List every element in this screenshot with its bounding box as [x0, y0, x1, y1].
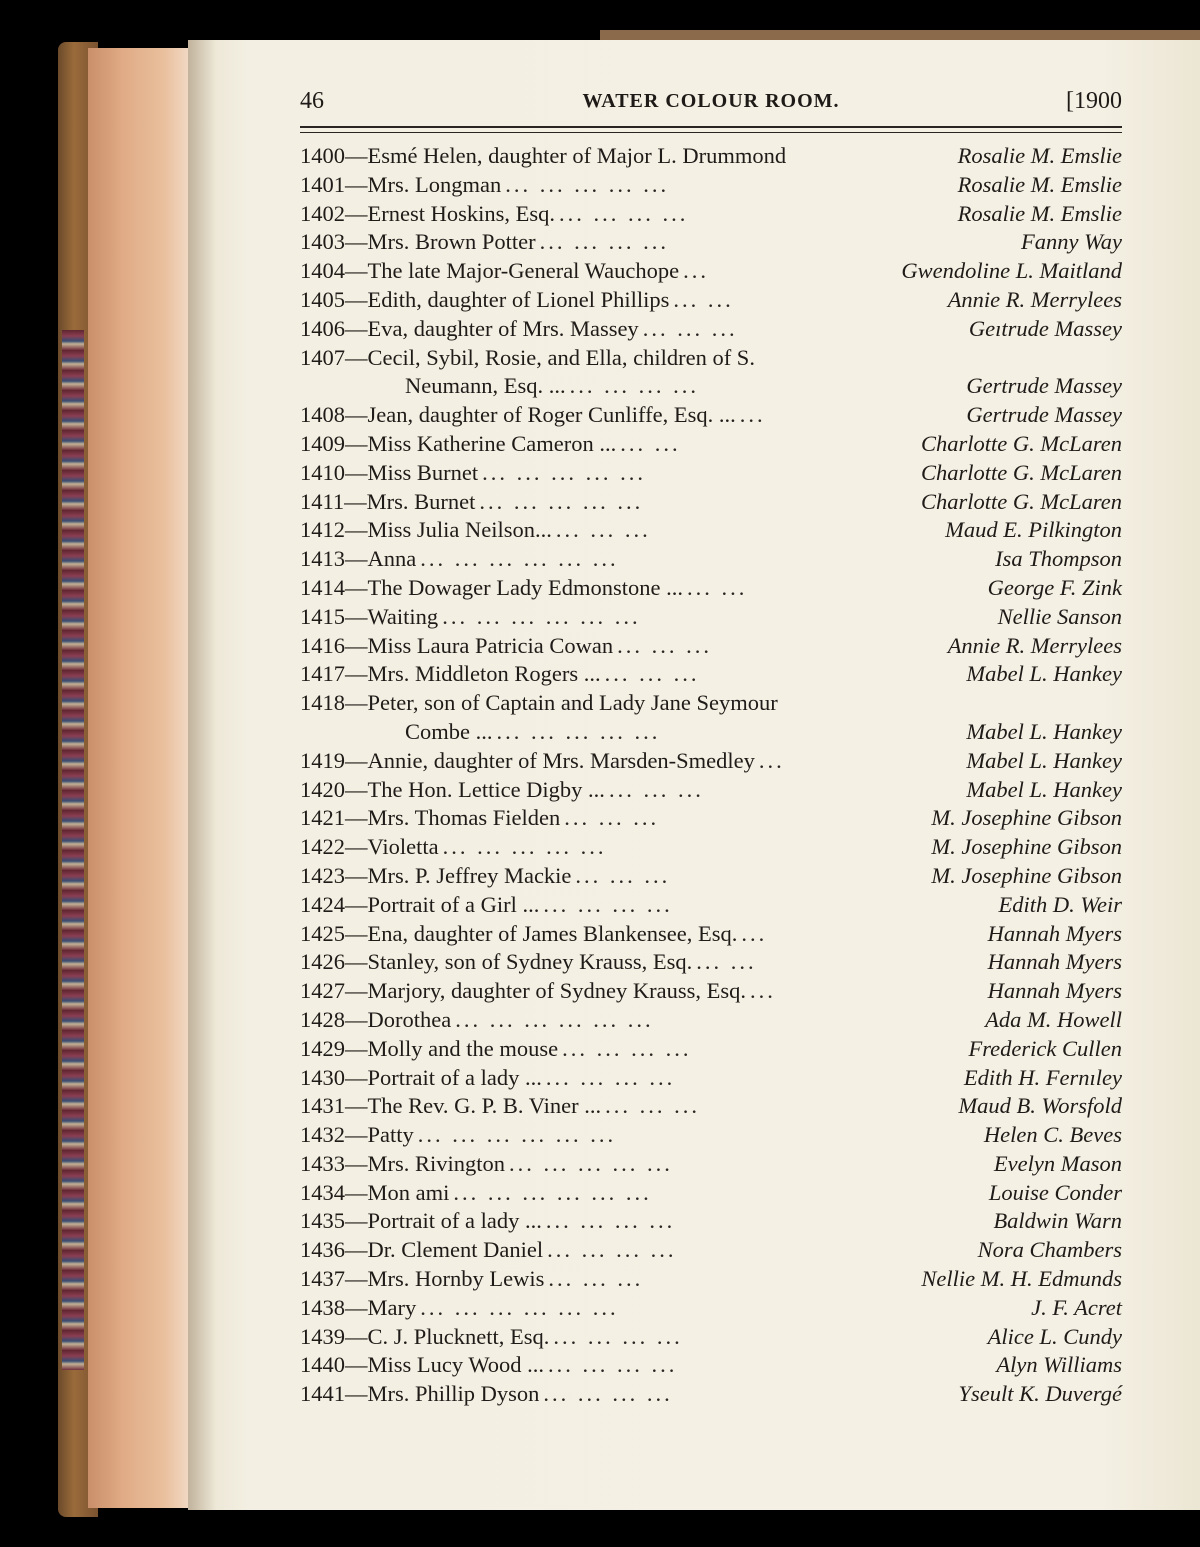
entry-title: 1425—Ena, daughter of James Blankensee, Esq. — [300, 920, 738, 946]
entry-title: 1404—The late Major-General Wauchope — [300, 258, 680, 284]
dot-leader: ... ... — [696, 949, 757, 975]
catalogue-entry — [300, 804, 1122, 833]
entry-artist: M. Josephine Gibson — [931, 834, 1122, 860]
catalogue-entry — [300, 862, 1122, 891]
entry-title: 1428—Dorothea — [300, 1006, 452, 1032]
entry-artist: Alice L. Cundy — [987, 1323, 1122, 1349]
entry-artist: Gwendoline L. Maitland — [901, 258, 1122, 284]
entry-title: 1432—Patty — [300, 1122, 414, 1148]
catalogue-entry — [300, 1150, 1122, 1179]
entry-title: 1418—Peter, son of Captain and Lady Jane Seymour — [300, 690, 778, 716]
entry-title: 1430—Portrait of a lady ... — [300, 1064, 542, 1090]
dot-leader: ... ... ... ... ... — [496, 718, 661, 744]
gutter-shadow — [188, 40, 216, 1510]
entry-artist: Mabel L. Hankey — [966, 776, 1122, 802]
dot-leader: ... — [749, 978, 776, 1004]
entry-artist: Hannah Myers — [987, 978, 1122, 1004]
header-rule-thin — [300, 132, 1122, 133]
entry-artist: Mabel L. Hankey — [966, 747, 1122, 773]
catalogue-entry — [300, 516, 1122, 545]
catalogue-entry — [300, 833, 1122, 862]
header-rule-thick — [300, 126, 1122, 128]
entry-title: 1402—Ernest Hoskins, Esq. — [300, 200, 555, 226]
entry-title: 1422—Violetta — [300, 834, 439, 860]
catalogue-entry — [300, 200, 1122, 229]
dot-leader: ... ... — [687, 574, 748, 600]
catalogue-entry — [300, 603, 1122, 632]
dot-leader: ... — [683, 258, 709, 284]
dot-leader: ... ... ... ... ... ... — [420, 1294, 619, 1320]
catalogue-entry — [300, 1323, 1122, 1352]
entry-artist: Edith D. Weir — [998, 891, 1122, 917]
catalogue-entry — [300, 545, 1122, 574]
entry-artist: Louise Conder — [988, 1179, 1122, 1205]
catalogue-entry — [300, 920, 1122, 949]
entry-title: 1435—Portrait of a lady ... — [300, 1208, 542, 1234]
dot-leader: ... ... ... — [642, 315, 738, 341]
entry-artist: Rosalie M. Emslie — [957, 200, 1122, 226]
page-stack-edge — [88, 48, 188, 1508]
catalogue-entry — [300, 1351, 1122, 1380]
catalogue-entry — [300, 718, 1122, 747]
dot-leader: ... ... ... — [564, 805, 660, 831]
entry-artist: Isa Thompson — [995, 546, 1122, 572]
dot-leader: ... ... ... ... — [548, 1352, 678, 1378]
entry-artist: Rosalie M. Emslie — [957, 171, 1122, 197]
entry-artist: Charlotte G. McLaren — [920, 459, 1122, 485]
dot-leader: ... ... ... ... ... ... — [455, 1006, 654, 1032]
entry-artist: Gertrude Massey — [966, 373, 1122, 399]
entry-artist: Edith H. Fernıley — [963, 1064, 1122, 1090]
entry-title: 1438—Mary — [300, 1294, 417, 1320]
catalogue-entry — [300, 689, 1122, 718]
entry-artist: Geıtrude Massey — [968, 315, 1122, 341]
dot-leader: ... ... ... ... — [553, 1323, 683, 1349]
entry-artist: Yseult K. Duvergé — [958, 1381, 1122, 1407]
entry-artist: Gertrude Massey — [966, 402, 1122, 428]
entry-title: 1441—Mrs. Phillip Dyson — [300, 1381, 540, 1407]
catalogue-entries — [300, 142, 1122, 1409]
entry-title: 1427—Marjory, daughter of Sydney Krauss, Esq. — [300, 978, 746, 1004]
catalogue-entry — [300, 891, 1122, 920]
catalogue-entry — [300, 315, 1122, 344]
dot-leader: ... ... ... ... — [539, 229, 669, 255]
catalogue-entry — [300, 1006, 1122, 1035]
entry-title: 1403—Mrs. Brown Potter — [300, 229, 536, 255]
catalogue-entry — [300, 977, 1122, 1006]
catalogue-entry — [300, 1035, 1122, 1064]
entry-title: 1429—Molly and the mouse — [300, 1035, 559, 1061]
entry-title: 1431—The Rev. G. P. B. Viner ... — [300, 1093, 602, 1119]
entry-title: 1401—Mrs. Longman — [300, 171, 502, 197]
entry-title: 1407—Cecil, Sybil, Rosie, and Ella, children of S. — [300, 344, 755, 370]
entry-artist: Mabel L. Hankey — [966, 661, 1122, 687]
entry-title: 1420—The Hon. Lettice Digby ... — [300, 776, 605, 802]
entry-title: 1417—Mrs. Middleton Rogers ... — [300, 661, 601, 687]
catalogue-entry — [300, 948, 1122, 977]
entry-artist: Helen C. Beves — [983, 1122, 1122, 1148]
catalogue-entry — [300, 430, 1122, 459]
catalogue-entry — [300, 372, 1122, 401]
entry-title: 1416—Miss Laura Patricia Cowan — [300, 632, 614, 658]
entry-artist: Evelyn Mason — [993, 1150, 1122, 1176]
entry-artist: George F. Zink — [987, 574, 1122, 600]
catalogue-entry — [300, 1236, 1122, 1265]
entry-title: 1405—Edith, daughter of Lionel Phillips — [300, 286, 670, 312]
dot-leader: ... — [739, 402, 766, 428]
dot-leader: ... ... ... ... — [569, 373, 699, 399]
section-title: WATER COLOUR ROOM. — [582, 90, 840, 112]
dot-leader: ... — [741, 920, 768, 946]
catalogue-entry — [300, 747, 1122, 776]
entry-title: 1440—Miss Lucy Wood ... — [300, 1352, 545, 1378]
entry-title: 1423—Mrs. P. Jeffrey Mackie — [300, 862, 572, 888]
dot-leader: ... ... ... ... — [562, 1035, 692, 1061]
catalogue-entry — [300, 257, 1122, 286]
entry-title: 1419—Annie, daughter of Mrs. Marsden-Smedley — [300, 747, 755, 773]
dot-leader: ... ... ... ... ... — [509, 1150, 673, 1176]
entry-title: 1439—C. J. Plucknett, Esq. — [300, 1323, 550, 1349]
dot-leader: ... ... ... ... — [545, 1208, 676, 1234]
catalogue-entry — [300, 632, 1122, 661]
catalogue-entry — [300, 401, 1122, 430]
entry-title: 1415—Waiting — [300, 603, 439, 629]
entry-artist: Maud E. Pilkington — [945, 517, 1122, 543]
entry-title: 1426—Stanley, son of Sydney Krauss, Esq. — [300, 949, 693, 975]
marbled-edge — [62, 330, 84, 1370]
catalogue-entry — [300, 286, 1122, 315]
header-year: [1900 — [1066, 88, 1122, 114]
entry-title: 1413—Anna — [300, 546, 417, 572]
entry-artist: Nora Chambers — [977, 1237, 1122, 1263]
entry-title: 1424—Portrait of a Girl ... — [300, 891, 540, 917]
catalogue-entry — [300, 1380, 1122, 1409]
entry-title: 1434—Mon ami — [300, 1179, 450, 1205]
page-number: 46 — [300, 88, 324, 114]
catalogue-entry — [300, 1265, 1122, 1294]
entry-artist: Annie R. Merrylees — [947, 286, 1122, 312]
catalogue-entry — [300, 660, 1122, 689]
dot-leader: ... ... ... ... — [545, 1064, 676, 1090]
entry-title: 1421—Mrs. Thomas Fielden — [300, 805, 561, 831]
entry-artist: Nellie M. H. Edmunds — [921, 1266, 1122, 1292]
entry-title: 1436—Dr. Clement Daniel — [300, 1237, 544, 1263]
catalogue-entry — [300, 142, 1122, 171]
entry-artist: Frederick Cullen — [968, 1035, 1122, 1061]
dot-leader: ... ... ... — [617, 632, 712, 658]
entry-artist: J. F. Acret — [1031, 1294, 1122, 1320]
dot-leader: ... ... ... ... — [559, 200, 689, 226]
entry-title: 1412—Miss Julia Neilson... — [300, 517, 552, 543]
entry-artist: Annie R. Merrylees — [947, 632, 1122, 658]
entry-title: 1409—Miss Katherine Cameron ... — [300, 430, 617, 456]
catalogue-entry — [300, 1092, 1122, 1121]
dot-leader: ... ... ... ... — [543, 891, 673, 917]
catalogue-entry — [300, 1179, 1122, 1208]
entry-title: 1406—Eva, daughter of Mrs. Massey — [300, 315, 639, 341]
dot-leader: ... ... ... ... ... — [505, 171, 670, 197]
dot-leader: ... ... ... ... — [547, 1237, 677, 1263]
dot-leader: ... ... ... ... ... — [479, 488, 644, 514]
dot-leader: ... ... ... ... ... ... — [453, 1179, 652, 1205]
catalogue-entry — [300, 1121, 1122, 1150]
dot-leader: ... — [758, 747, 785, 773]
dot-leader: ... ... ... ... ... ... — [442, 603, 641, 629]
dot-leader: ... ... ... ... — [543, 1381, 673, 1407]
entry-artist: Baldwin Warn — [993, 1208, 1122, 1234]
entry-artist: Nellie Sanson — [997, 603, 1122, 629]
entry-artist: Hannah Myers — [987, 920, 1122, 946]
entry-artist: Charlotte G. McLaren — [920, 430, 1122, 456]
entry-artist: Rosalie M. Emslie — [957, 143, 1122, 168]
entry-artist: Ada M. Howell — [985, 1006, 1122, 1032]
catalogue-entry — [300, 344, 1122, 373]
entry-title: Neumann, Esq. ... — [405, 373, 566, 399]
entry-artist: Alyn Williams — [996, 1352, 1122, 1378]
dot-leader: ... ... ... ... ... — [482, 459, 647, 485]
entry-artist: M. Josephine Gibson — [931, 805, 1122, 831]
entry-artist: Maud B. Worsfold — [958, 1093, 1122, 1119]
dot-leader: ... ... ... ... ... — [442, 834, 607, 860]
entry-title: Combe ... — [405, 718, 493, 744]
entry-title: 1437—Mrs. Hornby Lewis — [300, 1266, 545, 1292]
entry-title: 1433—Mrs. Rivington — [300, 1150, 506, 1176]
dot-leader: ... ... — [673, 286, 734, 312]
catalogue-entry — [300, 574, 1122, 603]
dot-leader: ... ... ... — [605, 1093, 701, 1119]
dot-leader: ... ... ... — [555, 517, 651, 543]
dot-leader: ... ... ... ... ... ... — [420, 546, 619, 572]
dot-leader: ... ... ... — [575, 862, 671, 888]
entry-artist: M. Josephine Gibson — [931, 862, 1122, 888]
running-header — [300, 88, 1122, 128]
entry-title: 1414—The Dowager Lady Edmonstone ... — [300, 574, 684, 600]
catalogue-entry — [300, 488, 1122, 517]
entry-artist: Hannah Myers — [987, 949, 1122, 975]
catalogue-entry — [300, 459, 1122, 488]
entry-title: 1410—Miss Burnet — [300, 459, 479, 485]
catalogue-entry — [300, 1207, 1122, 1236]
entry-artist: Fanny Way — [1020, 229, 1122, 255]
dot-leader: ... ... ... — [604, 661, 700, 687]
catalogue-entry — [300, 1294, 1122, 1323]
dot-leader: ... ... ... — [548, 1266, 644, 1292]
entry-artist: Charlotte G. McLaren — [920, 488, 1122, 514]
entry-title: 1411—Mrs. Burnet — [300, 488, 476, 514]
dot-leader: ... ... ... — [608, 776, 704, 802]
catalogue-entry — [300, 171, 1122, 200]
entry-title: 1408—Jean, daughter of Roger Cunliffe, Esq. ... — [300, 402, 736, 428]
catalogue-entry — [300, 1064, 1122, 1093]
entry-title: 1400—Esmé Helen, daughter of Major L. Drummond — [300, 143, 787, 168]
dot-leader: ... ... — [620, 430, 681, 456]
catalogue-entry — [300, 228, 1122, 257]
entry-artist: Mabel L. Hankey — [966, 718, 1122, 744]
dot-leader: ... ... ... ... ... ... — [417, 1122, 617, 1148]
catalogue-entry — [300, 776, 1122, 805]
